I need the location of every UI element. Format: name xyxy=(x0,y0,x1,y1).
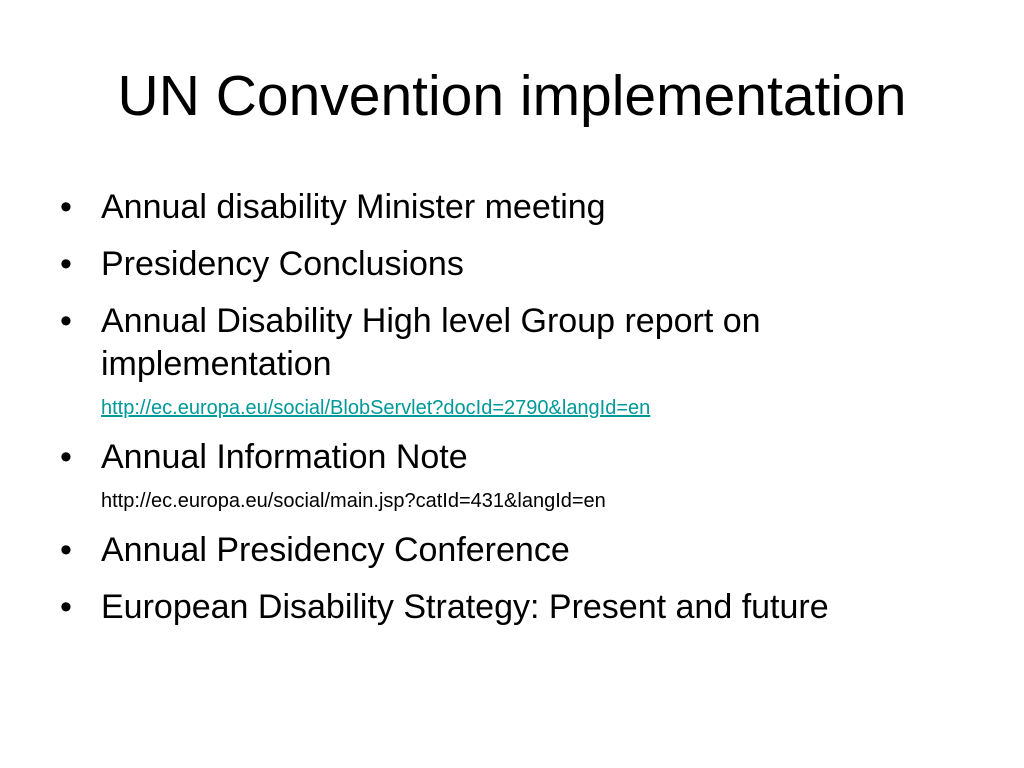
bullet-marker: • xyxy=(60,438,72,476)
bullet-item-minister-meeting xyxy=(58,186,988,229)
note-url-text: http://ec.europa.eu/social/main.jsp?catId=431&langId=en xyxy=(101,490,606,512)
bullet-marker: • xyxy=(60,188,72,226)
bullet-marker: • xyxy=(60,588,72,626)
bullet-text: European Disability Strategy: Present and future xyxy=(101,588,829,626)
bullet-item-disability-strategy xyxy=(58,586,988,629)
report-link-row xyxy=(58,394,988,422)
slide-title: UN Convention implementation xyxy=(117,64,907,128)
report-link[interactable]: http://ec.europa.eu/social/BlobServlet?docId=2790&langId=en xyxy=(101,397,651,419)
bullet-marker: • xyxy=(60,245,72,283)
bullet-text-line1: Annual Disability High level Group report on xyxy=(101,302,761,340)
bullet-item-presidency-conclusions xyxy=(58,243,988,286)
bullet-text: Annual Presidency Conference xyxy=(101,531,570,569)
note-url-row xyxy=(58,487,988,515)
bullet-item-presidency-conference xyxy=(58,529,988,572)
bullet-list xyxy=(58,186,988,629)
bullet-marker: • xyxy=(60,302,72,340)
bullet-text: Annual Information Note xyxy=(101,438,468,476)
bullet-item-information-note xyxy=(58,436,988,479)
bullet-marker: • xyxy=(60,531,72,569)
bullet-text: Annual disability Minister meeting xyxy=(101,188,606,226)
bullet-text-line2: implementation xyxy=(101,345,332,383)
bullet-text: Presidency Conclusions xyxy=(101,245,464,283)
bullet-item-high-level-group-report xyxy=(58,300,988,386)
